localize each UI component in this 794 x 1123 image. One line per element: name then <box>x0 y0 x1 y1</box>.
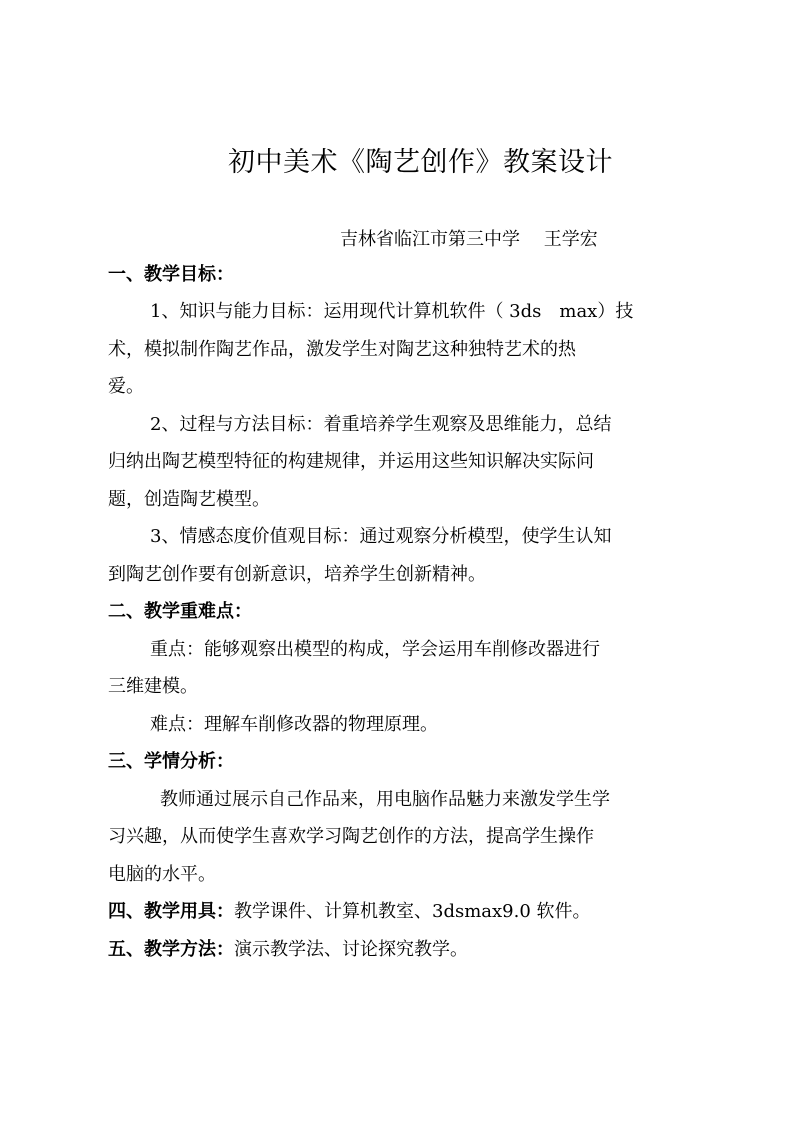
section3-p1-line3: 电脑的水平。 <box>108 864 216 885</box>
document-title: 初中美术《陶艺创作》教案设计 <box>228 147 613 178</box>
section5-line <box>108 941 468 959</box>
section3-p1-line1: 教师通过展示自己作品来，用电脑作品魅力来激发学生学 <box>160 789 610 810</box>
section1-heading: 一、教学目标： <box>108 264 234 285</box>
section5-heading: 五、教学方法： <box>108 939 234 960</box>
section1-p3-line1: 3、情感态度价值观目标：通过观察分析模型，使学生认知 <box>150 526 612 547</box>
section2-p2-line1: 难点：理解车削修改器的物理原理。 <box>150 714 438 735</box>
section2-heading: 二、教学重难点： <box>108 601 252 622</box>
section4-heading: 四、教学用具： <box>108 901 234 922</box>
section1-p1-line2: 术，模拟制作陶艺作品，激发学生对陶艺这种独特艺术的热 <box>108 339 576 360</box>
section1-p2-line2: 归纳出陶艺模型特征的构建规律，并运用这些知识解决实际问 <box>108 451 594 472</box>
section3-p1-line2: 习兴趣，从而使学生喜欢学习陶艺创作的方法，提高学生操作 <box>108 826 594 847</box>
section3-heading: 三、学情分析： <box>108 751 234 772</box>
section5-text: 演示教学法、讨论探究教学。 <box>234 939 468 960</box>
author-line: 吉林省临江市第三中学 王学宏 <box>340 229 598 250</box>
section1-p2-line1: 2、过程与方法目标：着重培养学生观察及思维能力，总结 <box>150 414 612 435</box>
section2-p1-line1: 重点：能够观察出模型的构成，学会运用车削修改器进行 <box>150 639 600 660</box>
section1-p3-line2: 到陶艺创作要有创新意识，培养学生创新精神。 <box>108 564 486 585</box>
section4-text: 教学课件、计算机教室、3dsmax9.0 软件。 <box>234 901 591 922</box>
section1-p1-line3: 爱。 <box>108 376 144 397</box>
section4-line <box>108 903 591 921</box>
section1-p2-line3: 题，创造陶艺模型。 <box>108 489 270 510</box>
section1-p1-line1: 1、知识与能力目标：运用现代计算机软件（ 3ds max）技 <box>150 301 634 322</box>
section2-p1-line2: 三维建模。 <box>108 676 198 697</box>
